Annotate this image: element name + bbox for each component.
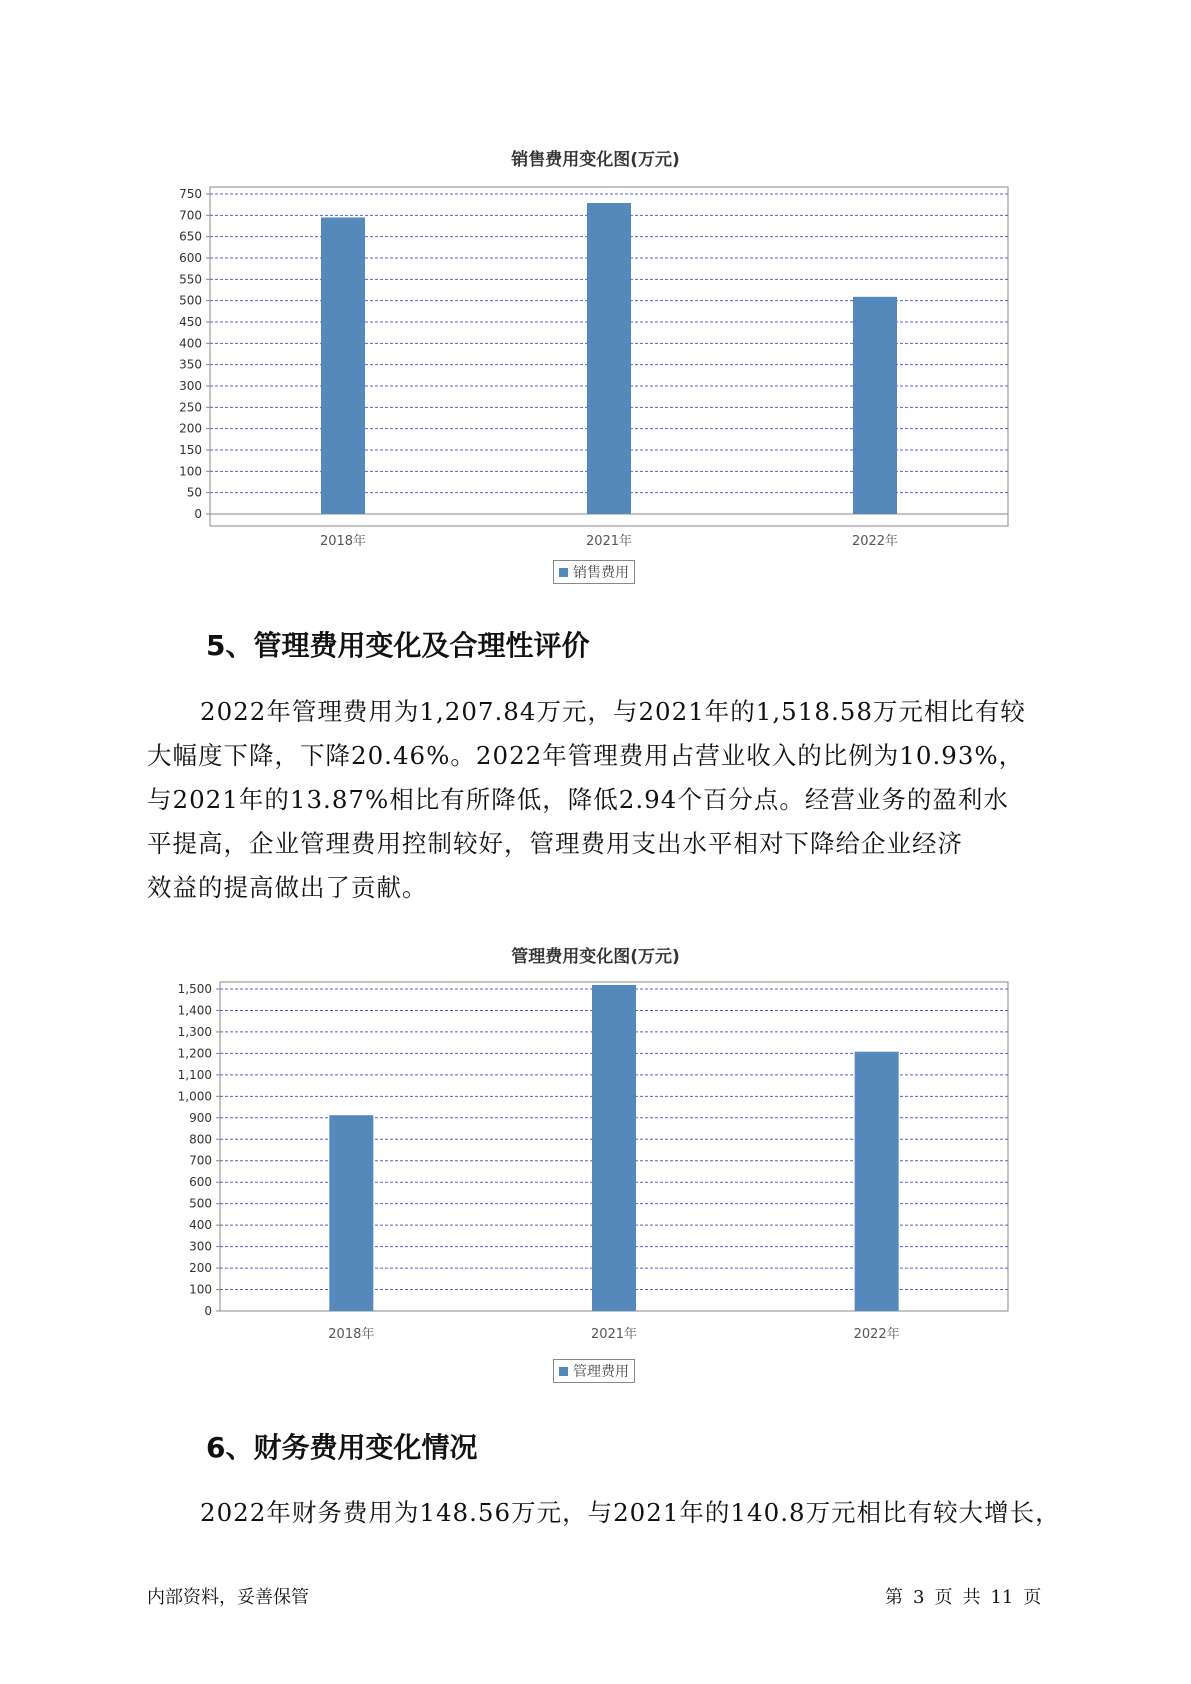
y-tick-label: 400 [179,336,202,351]
total-label-post: 页 [1023,1587,1042,1608]
x-category-label: 2021年 [590,1327,638,1342]
y-tick-label: 900 [189,1110,212,1125]
page-total: 11 [990,1587,1014,1608]
y-tick-label: 0 [204,1304,212,1318]
y-tick-label: 1,300 [177,1024,212,1039]
legend-label: 销售费用 [573,565,629,581]
paragraph-line: 与2021年的13.87%相比有所降低，降低2.94个百分点。经营业务的盈利水 [147,785,1009,814]
y-tick-label: 400 [189,1218,212,1233]
chart-legend-admin [553,1359,635,1383]
paragraph-line: 2022年管理费用为1,207.84万元，与2021年的1,518.58万元相比有较 [200,697,1026,726]
paragraph-line: 平提高，企业管理费用控制较好，管理费用支出水平相对下降给企业经济 [147,829,963,858]
y-tick-label: 1,200 [177,1046,212,1061]
y-tick-label: 100 [189,1282,212,1297]
x-category-label: 2022年 [851,534,899,549]
y-tick-label: 550 [179,272,202,287]
y-tick-label: 500 [179,293,202,308]
paragraph-line: 2022年财务费用为148.56万元，与2021年的140.8万元相比有较大增长， [200,1498,1061,1527]
y-tick-label: 150 [179,443,202,457]
y-tick-label: 50 [186,485,202,500]
legend-label: 管理费用 [573,1364,629,1380]
paragraph-line: 效益的提高做出了贡献。 [147,873,428,902]
total-label-pre: 共 [962,1587,981,1608]
y-tick-label: 700 [179,208,202,223]
y-tick-label: 200 [179,421,202,436]
footer-confidential-note: 内部资料，妥善保管 [147,1587,309,1608]
y-tick-label: 1,100 [177,1067,212,1082]
legend-swatch [559,1367,568,1376]
y-tick-label: 600 [189,1175,212,1190]
bar [855,1052,899,1311]
x-category-label: 2018年 [319,534,367,549]
y-tick-label: 750 [179,187,202,201]
y-tick-label: 1,000 [177,1089,212,1104]
paragraph-line: 大幅度下降，下降20.46%。2022年管理费用占营业收入的比例为10.93%， [147,741,1025,770]
y-tick-label: 250 [179,400,202,415]
y-tick-label: 300 [189,1239,212,1254]
y-tick-label: 700 [189,1153,212,1168]
section-heading-5: 5、管理费用变化及合理性评价 [206,629,590,662]
chart-title-sales-expense: 销售费用变化图(万元) [511,150,680,170]
y-tick-label: 600 [179,251,202,265]
y-tick-label: 100 [179,464,202,479]
bar [592,985,636,1311]
y-tick-label: 350 [179,357,202,372]
y-tick-label: 450 [179,315,202,329]
y-tick-label: 1,400 [177,1003,212,1018]
section-heading-6: 6、财务费用变化情况 [206,1431,478,1464]
chart-title-admin-expense: 管理费用变化图(万元) [511,947,680,967]
y-tick-label: 1,500 [177,982,212,996]
footer-page-number [885,1583,1051,1609]
x-category-label: 2018年 [328,1327,375,1342]
y-tick-label: 0 [194,507,202,521]
x-category-label: 2021年 [585,534,633,549]
y-tick-label: 800 [189,1132,212,1147]
y-tick-label: 650 [179,229,202,244]
page-label-pre: 第 [885,1587,903,1608]
y-tick-label: 300 [179,379,202,393]
y-tick-label: 500 [189,1196,212,1211]
y-tick-label: 200 [189,1261,212,1276]
page-current: 3 [913,1587,925,1608]
x-category-label: 2022年 [853,1327,900,1342]
bar [329,1115,373,1311]
page-label-mid: 页 [934,1587,953,1608]
